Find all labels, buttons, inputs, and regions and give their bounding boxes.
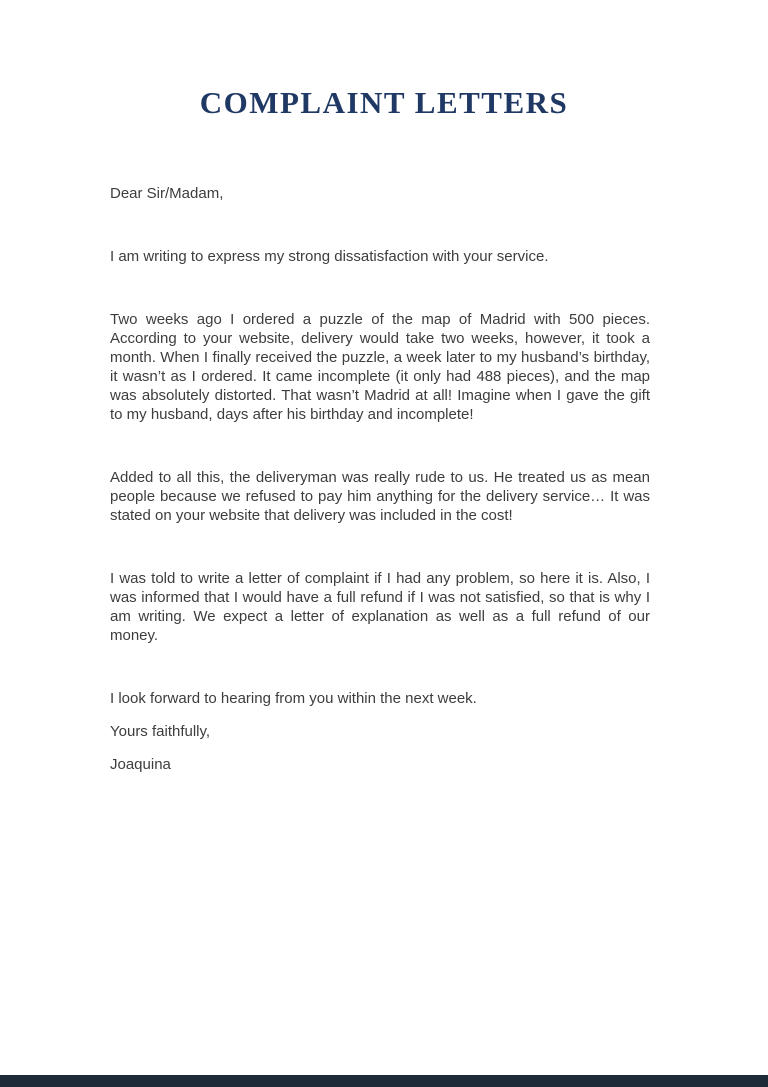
signature: Joaquina [110, 755, 171, 773]
paragraph-refund-request: I was told to write a letter of complaint if I had any problem, so here it is. Also, I was informed that I would have a full refund if I was not satisfied, so that is why I am writing. We expect a letter of explanation as well as a full refund of our money. [110, 569, 650, 644]
paragraph-intro: I am writing to express my strong dissatisfaction with your service. [110, 247, 549, 265]
paragraph-deliveryman: Added to all this, the deliveryman was really rude to us. He treated us as mean people because we refused to pay him anything for the delivery service… It was stated on your website that delivery was included in the cost! [110, 468, 650, 524]
footer-bar [0, 1075, 768, 1087]
page-title: COMPLAINT LETTERS [199, 85, 569, 120]
letter-body [0, 184, 768, 774]
salutation: Dear Sir/Madam, [110, 184, 224, 202]
paragraph-follow-up: I look forward to hearing from you within the next week. [110, 689, 477, 707]
paragraph-order-details: Two weeks ago I ordered a puzzle of the map of Madrid with 500 pieces. According to your website, delivery would take two weeks, however, it took a month. When I finally received the puzzle, a week later to my husband’s birthday, it wasn’t as I ordered. It came incomplete (it only had 488 pieces), and the map was absolutely distorted. That wasn’t Madrid at all! Imagine when I gave the gift to my husband, days after his birthday and incomplete! [110, 310, 650, 423]
closing: Yours faithfully, [110, 722, 211, 740]
